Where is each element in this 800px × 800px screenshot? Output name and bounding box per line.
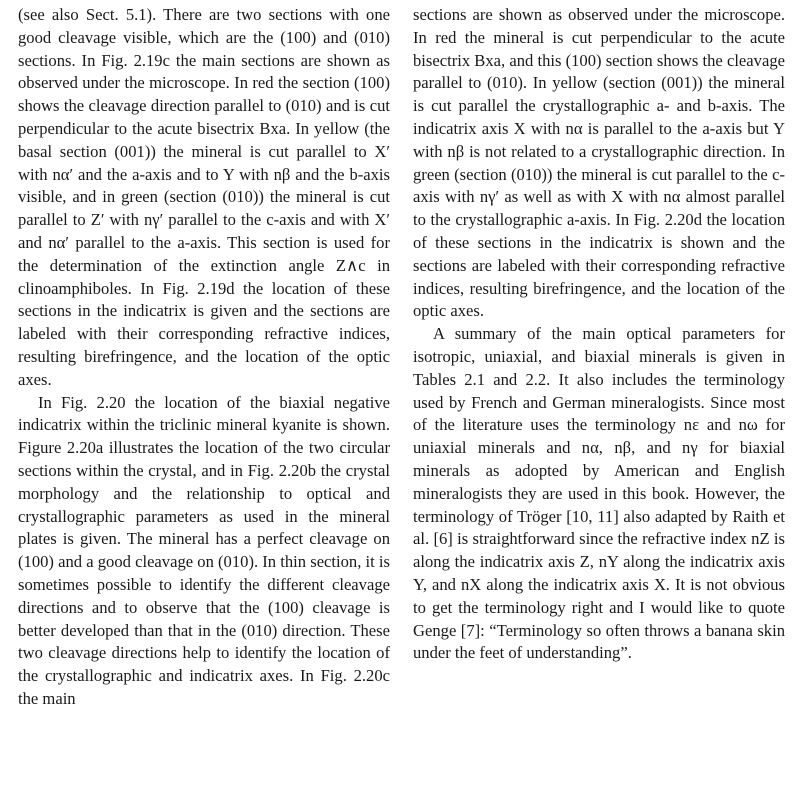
paragraph: (see also Sect. 5.1). There are two sections with one good cleavage visible, which are the (100) and (010) sections. In Fig. 2.19c the main sections are shown as observed under the microscope. In red the section (100) shows the cleavage direction parallel to (010) and is cut perpendicular to the acute bisectrix Bxa. In yellow (the basal section (001)) the mineral is cut parallel to X′ with nα′ and the a-axis and to Y with nβ and the b-axis visible, and in green (section (010)) the mineral is cut parallel to Z′ with nγ′ parallel to the c-axis and with X′ and nα′ parallel to the a-axis. This section is used for the determination of the extinction angle Z∧c in clinoamphiboles. In Fig. 2.19d the location of these sections in the indicatrix is given and the sections are labeled with their corresponding refractive indices, resulting birefringence, and the location of the optic axes. — [18, 5, 390, 389]
left-text-column — [18, 4, 390, 711]
paragraph: A summary of the main optical parameters for isotropic, uniaxial, and biaxial minerals is given in Tables 2.1 and 2.2. It also includes the terminology used by French and German mineralogists. Since most of the literature uses the terminology nε and nω for uniaxial minerals and nα, nβ, and nγ for biaxial minerals as adopted by American and English mineralogists they are used in this book. However, the terminology of Tröger [10, 11] also adapted by Raith et al. [6] is straightforward since the refractive index nZ is along the indicatrix axis Z, nY along the indicatrix axis Y, and nX along the indicatrix axis X. It is not obvious to get the terminology right and I would like to quote Genge [7]: “Terminology so often throws a banana skin under the feet of understanding”. — [413, 324, 785, 663]
right-text-column — [413, 4, 785, 665]
paragraph: sections are shown as observed under the microscope. In red the mineral is cut perpendicular to the acute bisectrix Bxa, and this (100) section shows the cleavage parallel to (010). In yellow (section (001)) the mineral is cut parallel the crystallographic a- and b-axis. The indicatrix axis X with nα is parallel to the a-axis but Y with nβ is not related to a crystallographic direction. In green (section (010)) the mineral is cut parallel to the c-axis with nγ′ as well as with X with nα almost parallel to the crystallographic a-axis. In Fig. 2.20d the location of these sections in the indicatrix is shown and the sections are labeled with their corresponding refractive indices, resulting birefringence, and the location of the optic axes. — [413, 5, 785, 321]
paragraph: In Fig. 2.20 the location of the biaxial negative indicatrix within the triclinic mineral kyanite is shown. Figure 2.20a illustrates the location of the two circular sections within the crystal, and in Fig. 2.20b the crystal morphology and the relationship to optical and crystallographic parameters as used in the mineral plates is given. The mineral has a perfect cleavage on (100) and a good cleavage on (010). In thin section, it is sometimes possible to identify the different cleavage directions and to observe that the (100) cleavage is better developed than that in the (010) direction. These two cleavage directions help to identify the location of the crystallographic and indicatrix axes. In Fig. 2.20c the main — [18, 392, 390, 708]
